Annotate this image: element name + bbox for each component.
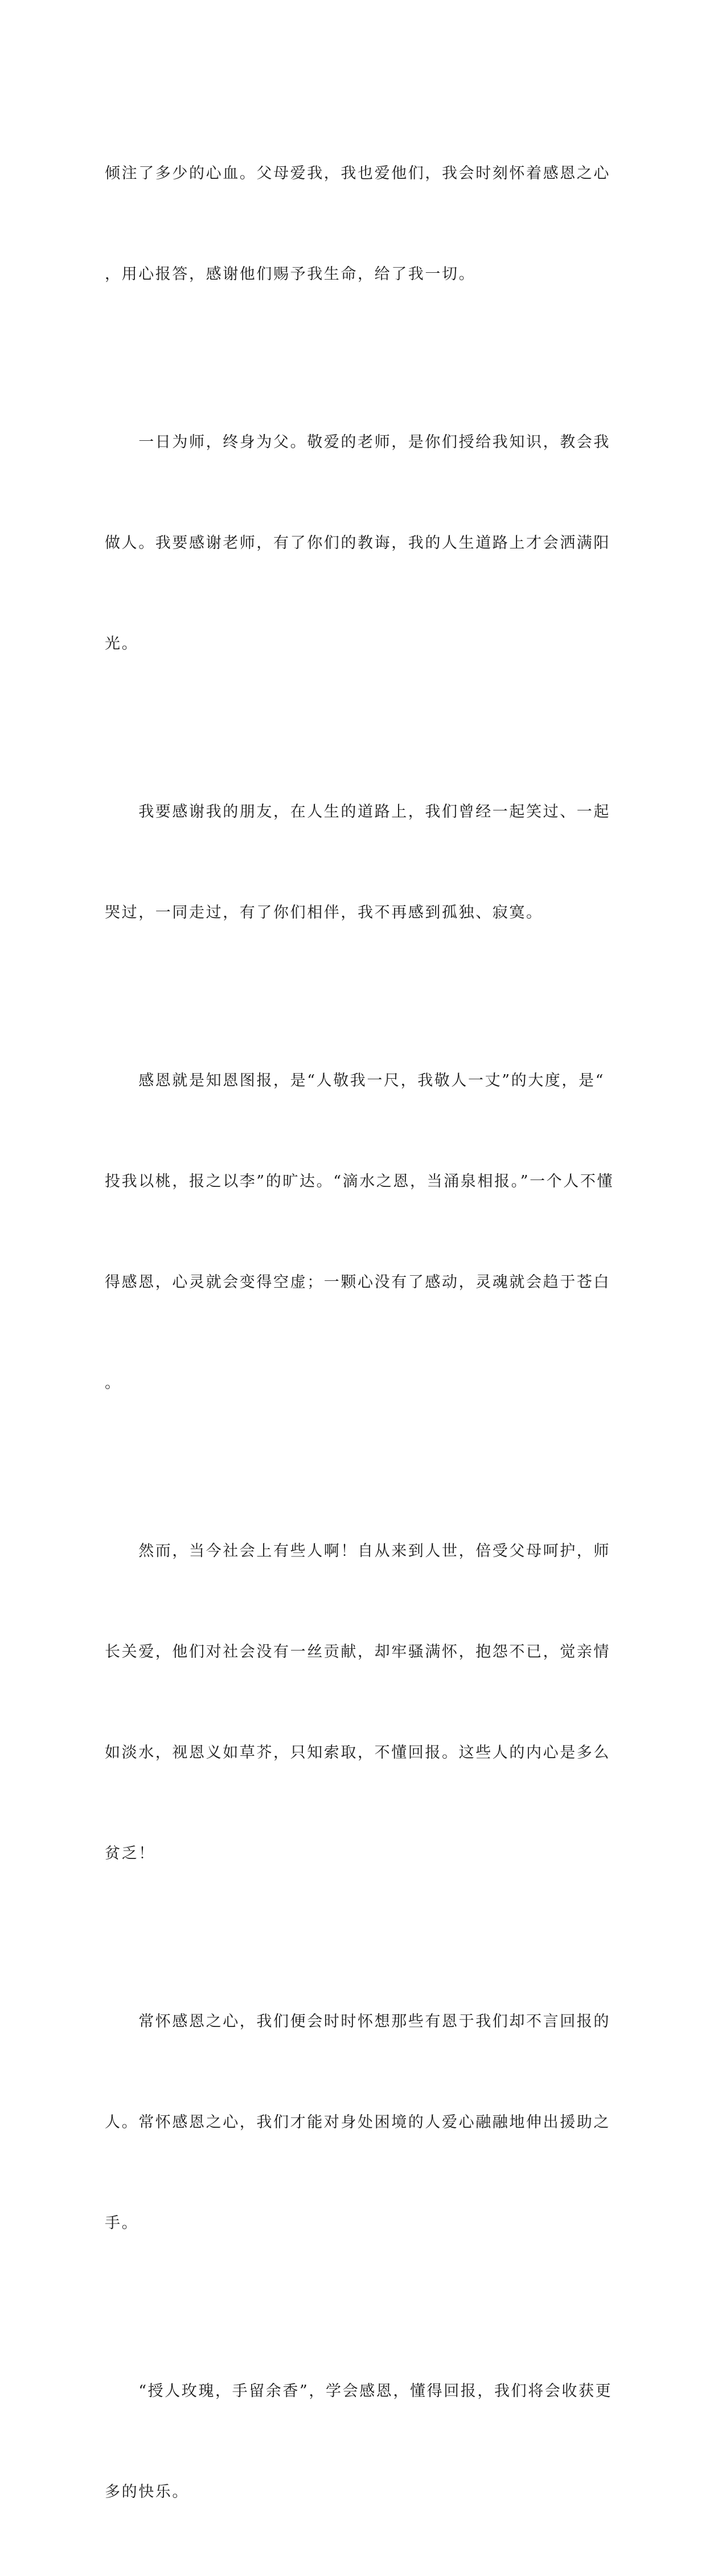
text-line: 。 bbox=[105, 1374, 122, 1392]
text-line: 哭过，一同走过，有了你们相伴，我不再感到孤独、寂寞。 bbox=[105, 904, 543, 922]
text-line: 长关爱，他们对社会没有一丝贡献，却牢骚满怀，抱怨不已，觉亲情 bbox=[105, 1643, 610, 1661]
text-line: 倾注了多少的心血。父母爱我，我也爱他们，我会时刻怀着感恩之心 bbox=[105, 165, 610, 182]
paragraph-5 bbox=[105, 1467, 610, 1938]
text-line: 我要感谢我的朋友，在人生的道路上，我们曾经一起笑过、一起 bbox=[105, 803, 610, 821]
text-line: 做人。我要感谢老师，有了你们的教诲，我的人生道路上才会洒满阳 bbox=[105, 534, 610, 552]
paragraph-7 bbox=[105, 2307, 613, 2576]
paragraph-1 bbox=[105, 89, 610, 358]
text-line: 人。常怀感恩之心，我们才能对身处困境的人爱心融融地伸出援助之 bbox=[105, 2114, 610, 2131]
document-body bbox=[105, 89, 614, 2576]
text-line: 多的快乐。 bbox=[105, 2483, 189, 2501]
paragraph-2 bbox=[105, 358, 610, 728]
text-line: 光。 bbox=[105, 635, 139, 653]
text-line: 一日为师，终身为父。敬爱的老师，是你们授给我知识，教会我 bbox=[105, 433, 610, 451]
text-line: 贫乏！ bbox=[105, 1845, 155, 1862]
text-line: 然而，当今社会上有些人啊！自从来到人世，倍受父母呵护，师 bbox=[105, 1542, 610, 1560]
paragraph-4 bbox=[105, 997, 614, 1467]
text-line: ，用心报答，感谢他们赐予我生命，给了我一切。 bbox=[105, 265, 476, 283]
text-line: 手。 bbox=[105, 2214, 139, 2232]
paragraph-3 bbox=[105, 728, 610, 997]
text-line: 感恩就是知恩图报，是“人敬我一尺，我敬人一丈”的大度，是“ bbox=[105, 1072, 605, 1090]
text-line: 如淡水，视恩义如草芥，只知索取，不懂回报。这些人的内心是多么 bbox=[105, 1744, 610, 1762]
text-line: 常怀感恩之心，我们便会时时怀想那些有恩于我们却不言回报的 bbox=[105, 2013, 610, 2030]
paragraph-6 bbox=[105, 1938, 610, 2307]
text-line: 投我以桃，报之以李”的旷达。“滴水之恩，当涌泉相报。”一个人不懂 bbox=[105, 1173, 614, 1190]
text-line: 得感恩，心灵就会变得空虚；一颗心没有了感动，灵魂就会趋于苍白 bbox=[105, 1273, 610, 1291]
text-line: “授人玫瑰，手留余香”，学会感恩，懂得回报，我们将会收获更 bbox=[105, 2382, 613, 2400]
